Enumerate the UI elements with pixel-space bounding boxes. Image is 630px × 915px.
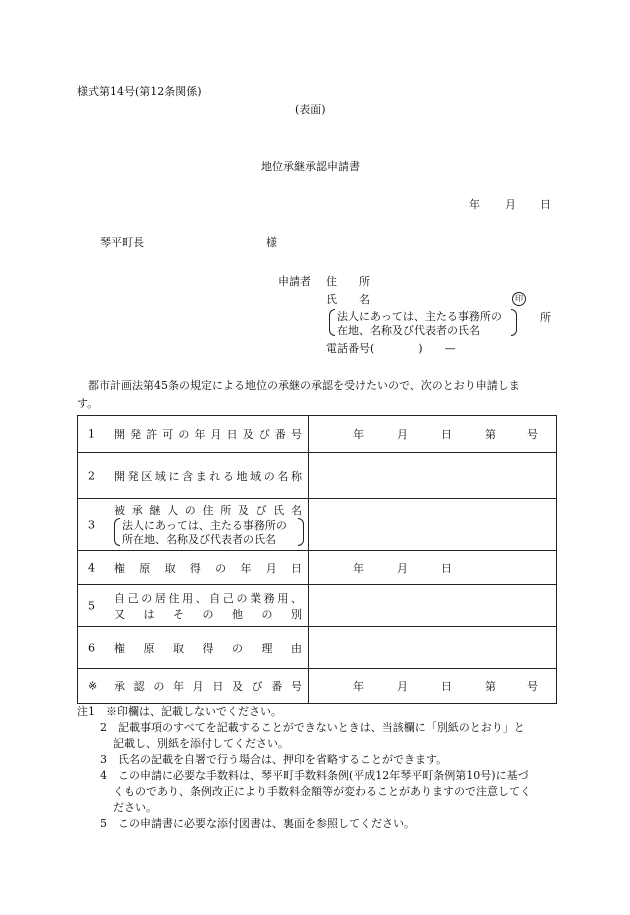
row3-value-cell[interactable]: [309, 499, 557, 551]
row7-year: 年: [353, 680, 364, 693]
row3-label-cell: [78, 499, 309, 551]
row6-value-cell[interactable]: [309, 627, 557, 669]
row6-label-cell: [78, 627, 309, 669]
applicant-corp-note-1: 法人にあっては、主たる事務所の: [337, 310, 502, 323]
row2-value-cell[interactable]: [309, 453, 557, 499]
row7-go: 号: [527, 680, 538, 693]
row4-day: 日: [441, 561, 452, 575]
row5-line-1: 自己の居住用、自己の業務用、: [114, 592, 302, 605]
row1-year: 年: [353, 428, 364, 441]
row4-year: 年: [353, 561, 364, 575]
row1-month: 月: [397, 428, 408, 441]
intro-line-1: 都市計画法第45条の規定による地位の承継の承認を受けたいので、次のとおり申請しま: [88, 379, 520, 392]
addressee-name: 琴平町長: [100, 236, 144, 249]
row3-label: 被承継人の住所及び氏名: [114, 504, 302, 517]
row7-mark: ※: [88, 679, 98, 693]
document-title: 地位承継承認申請書: [261, 160, 360, 173]
row4-month: 月: [397, 561, 408, 575]
note-2a: 2 記載事項のすべてを記載することができないときは、当該欄に「別紙のとおり」と: [100, 721, 525, 734]
row1-day: 日: [441, 428, 452, 441]
row5-number: 5: [88, 599, 95, 612]
applicant-corp-note-2: 在地、名称及び代表者の氏名: [337, 324, 480, 337]
row3-sub-2: 所在地、名称及び代表者の氏名: [122, 533, 276, 546]
form-number: 様式第14号(第12条関係): [77, 85, 202, 98]
row5-value-cell[interactable]: [309, 585, 557, 627]
row1-label-cell: [78, 416, 309, 453]
row3-paren-right: [298, 518, 304, 546]
row1-number: 1: [88, 427, 95, 441]
row7-month: 月: [397, 680, 408, 693]
row3-number: 3: [88, 518, 95, 531]
row7-label-cell: [78, 669, 309, 704]
row2-number: 2: [88, 469, 95, 482]
row6-number: 6: [88, 641, 95, 654]
row1-go: 号: [527, 428, 538, 441]
table-row: [78, 551, 557, 585]
row2-label-cell: [78, 453, 309, 499]
intro-line-2: す。: [77, 397, 99, 410]
row7-label: 承認の年月日及び番号: [114, 680, 302, 693]
applicant-paren-left: [329, 309, 335, 336]
note-4b: くものであり、条例改正により手数料金額等が変わることがありますので注意してく: [113, 785, 531, 798]
table-row: [78, 453, 557, 499]
row4-label-cell: [78, 551, 309, 585]
row4-number: 4: [88, 561, 95, 574]
application-table: [77, 415, 557, 704]
row5-line-2: 又はその他の別: [114, 608, 302, 621]
note-5: 5 この申請書に必要な添付図書は、裏面を参照してください。: [100, 817, 415, 830]
row7-day: 日: [441, 680, 452, 693]
note-4a: 4 この申請に必要な手数料は、琴平町手数料条例(平成12年琴平町条例第10号)に基づ: [100, 769, 529, 782]
applicant-address-label: 住 所: [326, 275, 370, 288]
applicant-phone-label: 電話番号( ) —: [326, 342, 456, 355]
row3-sub-1: 法人にあっては、主たる事務所の: [122, 519, 287, 532]
table-row: [78, 416, 557, 453]
row1-value-cell[interactable]: [309, 416, 557, 453]
table-row: [78, 627, 557, 669]
applicant-name-label: 氏 名: [326, 293, 370, 306]
table-row: [78, 669, 557, 704]
table-row: [78, 499, 557, 551]
row7-dai: 第: [485, 680, 496, 693]
date-month: 月: [505, 198, 516, 211]
note-4c: ださい。: [113, 801, 157, 814]
applicant-label: 申請者: [278, 275, 311, 288]
row6-label: 権原取得の理由: [114, 641, 302, 655]
seal-icon: 印: [512, 292, 526, 306]
applicant-paren-right: [511, 309, 517, 336]
row1-dai: 第: [485, 428, 496, 441]
note-2b: 記載し、別紙を添付してください。: [113, 737, 289, 750]
row2-label: 開発区域に含まれる地域の名称: [114, 469, 302, 483]
note-1: 注1 ※印欄は、記載しないでください。: [77, 705, 282, 718]
row3-paren-left: [114, 518, 120, 546]
date-year: 年: [469, 198, 480, 211]
row4-value-cell[interactable]: [309, 551, 557, 585]
row4-label: 権原取得の年月日: [114, 561, 302, 575]
form-side: (表面): [295, 103, 326, 116]
row5-label-cell: [78, 585, 309, 627]
row7-value-cell: [309, 669, 557, 704]
applicant-corp-note-side: 所: [540, 311, 551, 324]
table-row: [78, 585, 557, 627]
note-3: 3 氏名の記載を自署で行う場合は、押印を省略することができます。: [100, 753, 448, 766]
date-day: 日: [540, 198, 551, 211]
addressee-honorific: 様: [266, 236, 277, 249]
row1-label: 開発許可の年月日及び番号: [114, 428, 302, 441]
